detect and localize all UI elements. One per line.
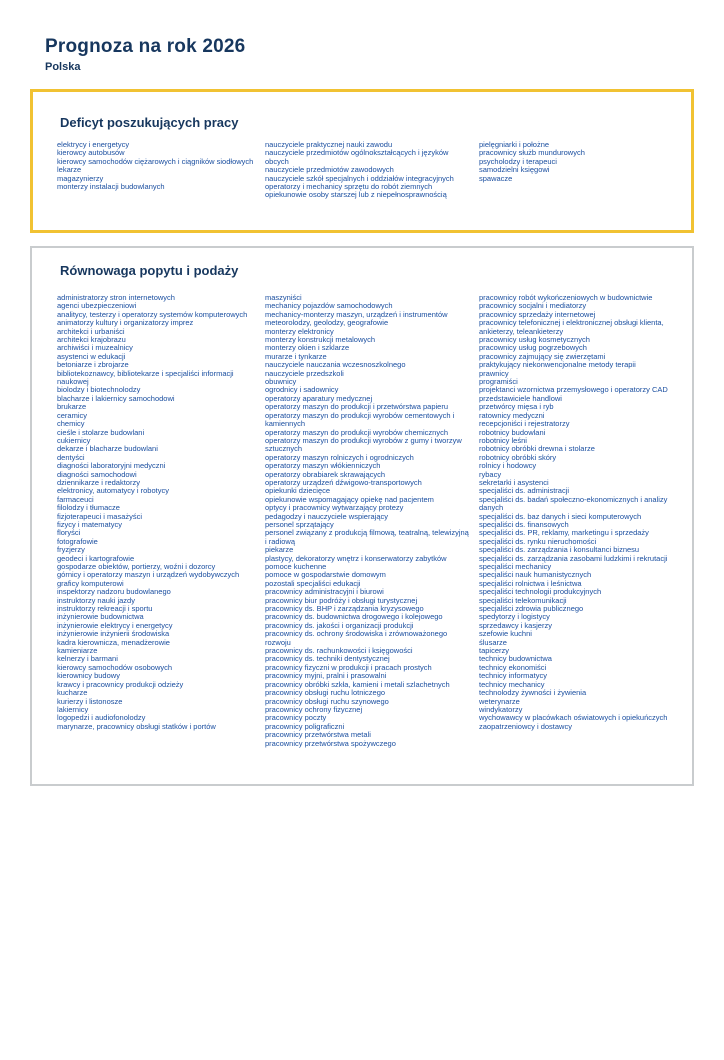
occupation-link[interactable]: pracownicy fizyczni w produkcji i pracach prostych [265,662,432,672]
occupation-link[interactable]: cukiernicy [57,435,91,445]
occupation-link[interactable]: opiekunki dziecięce [265,486,331,496]
occupation-link[interactable]: inżynierowie inżynierii środowiska [57,629,170,639]
occupation-link[interactable]: agenci ubezpieczeniowi [57,301,137,311]
occupation-link[interactable]: projektanci wzornictwa przemysłowego i operatorzy CAD [479,385,668,395]
occupation-link[interactable]: obuwnicy [265,377,297,387]
occupation-link[interactable]: pozostali specjaliści edukacji [265,578,361,588]
occupation-link[interactable]: dentyści [57,452,85,462]
occupation-link[interactable]: mechanicy pojazdów samochodowych [265,301,393,311]
occupation-link[interactable]: ceramicy [57,410,88,420]
occupation-link[interactable]: pracownicy usług pogrzebowych [479,343,587,353]
occupation-link[interactable]: gospodarze obiektów, portierzy, woźni i dozorcy [57,562,216,571]
occupation-link[interactable]: specjaliści ds. zarządzania i konsultanci biznesu [479,545,640,555]
occupation-link[interactable]: opiekunowie wspomagający opiekę nad pacjentem [265,494,434,504]
occupation-link[interactable]: specjaliści ds. administracji [479,486,570,496]
occupation-link[interactable]: pracownicy poczty [265,713,327,723]
occupation-link[interactable]: specjaliści mechanicy [479,562,552,571]
occupation-link[interactable]: biolodzy i biotechnolodzy [57,385,141,395]
occupation-link[interactable]: specjaliści rolnictwa i leśnictwa [479,578,582,588]
page-subtitle: Polska [45,61,81,73]
occupation-link[interactable]: szefowie kuchni [479,629,532,639]
occupation-link[interactable]: specjaliści zdrowia publicznego [479,604,584,614]
occupation-link[interactable]: pomoce kuchenne [265,562,327,571]
occupation-link[interactable]: pracownicy ds. techniki dentystycznej [265,654,390,664]
occupation-link[interactable]: monterzy konstrukcji metalowych [265,335,376,345]
occupation-link[interactable]: nauczyciele szkół specjalnych i oddziałów integracyjnych [265,173,454,183]
occupation-link[interactable]: operatorzy maszyn do produkcji wyrobów cementowych i kamiennych [265,410,455,429]
occupation-link[interactable]: kierownicy budowy [57,671,120,681]
occupation-link[interactable]: fizjoterapeuci i masażyści [57,511,143,521]
section-balance-title: Równowaga popytu i podaży [60,263,239,278]
deficit-columns [57,141,681,200]
occupation-link[interactable]: operatorzy aparatury medycznej [265,393,373,403]
occupation-link[interactable]: technicy ekonomiści [479,662,547,672]
occupation-link[interactable]: robotnicy budowlani [479,427,546,437]
occupation-link[interactable]: pracownicy usług kosmetycznych [479,335,590,345]
occupation-link[interactable]: windykatorzy [479,704,523,714]
occupation-link[interactable]: elektronicy, automatycy i robotycy [57,486,169,496]
occupation-link[interactable]: specjaliści ds. badań społeczno-ekonomicznych i analizy danych [479,494,668,513]
occupation-link[interactable]: specjaliści telekomunikacji [479,595,567,605]
balance-column-2 [265,294,479,748]
occupation-link[interactable]: blacharze i lakiernicy samochodowi [57,393,175,403]
occupation-link[interactable]: pracownicy zajmujący się zwierzętami [479,351,606,361]
occupation-link[interactable]: pracownicy poligraficzni [265,721,345,731]
occupation-link[interactable]: tapicerzy [479,646,510,656]
occupation-link[interactable]: opiekunowie osoby starszej lub z niepełnosprawnością [265,190,447,200]
occupation-link[interactable]: specjaliści ds. baz danych i sieci komputerowych [479,511,642,521]
occupation-link[interactable]: rybacy [479,469,502,479]
occupation-link[interactable]: lakiernicy [57,704,89,714]
occupation-link[interactable]: specjaliści nauk humanistycznych [479,570,592,580]
occupation-link[interactable]: fizycy i matematycy [57,519,123,529]
forecast-page [0,36,724,1060]
occupation-link[interactable]: recepcjoniści i rejestratorzy [479,419,570,429]
occupation-link[interactable]: architekci krajobrazu [57,335,126,345]
occupation-link[interactable]: pracownicy administracyjni i biurowi [265,587,384,597]
occupation-link[interactable]: instruktorzy nauki jazdy [57,595,135,605]
occupation-link[interactable]: pracownicy obróbki szkła, kamieni i metali szlachetnych [265,679,450,689]
occupation-link[interactable]: asystenci w edukacji [57,351,126,361]
occupation-link[interactable]: fryzjerzy [57,545,85,555]
occupation-link[interactable]: operatorzy maszyn do produkcji wyrobów z gumy i tworzyw sztucznych [265,435,462,454]
occupation-link[interactable]: kelnerzy i barmani [57,654,118,664]
occupation-link[interactable]: górnicy i operatorzy maszyn i urządzeń wydobywczych [57,570,240,580]
occupation-link[interactable]: meteorolodzy, geolodzy, geografowie [265,318,389,328]
occupation-link[interactable]: specjaliści ds. finansowych [479,519,569,529]
occupation-link[interactable]: pracownicy telefonicznej i elektronicznej obsługi klienta, ankieterzy, teleankieterzy [479,318,664,336]
occupation-link[interactable]: ratownicy medyczni [479,410,545,420]
occupation-link[interactable]: pielęgniarki i położne [479,140,550,149]
occupation-link[interactable]: nauczyciele przedszkoli [265,368,344,378]
occupation-link[interactable]: logopedzi i audiofonolodzy [57,713,146,723]
occupation-link[interactable]: geodeci i kartografowie [57,553,135,563]
occupation-link[interactable]: samodzielni księgowi [479,165,550,175]
occupation-link[interactable]: kierowcy autobusów [57,148,125,158]
page-title: Prognoza na rok 2026 [45,36,246,57]
occupation-link[interactable]: operatorzy maszyn do produkcji wyrobów chemicznych [265,427,448,437]
occupation-link[interactable]: robotnicy obróbki skóry [479,452,557,462]
section-deficit-title: Deficyt poszukujących pracy [60,115,239,130]
occupation-link[interactable]: sekretarki i asystenci [479,477,549,487]
occupation-link[interactable]: ślusarze [479,637,507,647]
occupation-link[interactable]: ogrodnicy i sadownicy [265,385,339,395]
occupation-link[interactable]: monterzy instalacji budowlanych [57,182,165,192]
occupation-link[interactable]: specjaliści ds. rynku nieruchomości [479,536,597,546]
occupation-link[interactable]: operatorzy urządzeń dźwigowo-transportowych [265,477,422,487]
occupation-link[interactable]: spawacze [479,173,513,183]
occupation-link[interactable]: nauczyciele przedmiotów ogólnokształcących i języków obcych [265,148,449,166]
occupation-link[interactable]: lekarze [57,165,82,175]
occupation-link[interactable]: operatorzy maszyn rolniczych i ogrodniczych [265,452,414,462]
occupation-link[interactable]: nauczyciele praktycznej nauki zawodu [265,140,393,149]
occupation-link[interactable]: pracownicy obsługi ruchu lotniczego [265,688,386,698]
occupation-link[interactable]: cieśle i stolarze budowlani [57,427,145,437]
occupation-link[interactable]: monterzy elektronicy [265,326,334,336]
occupation-link[interactable]: operatorzy i mechanicy sprzętu do robót ziemnych [265,182,433,192]
occupation-link[interactable]: farmaceuci [57,494,94,504]
occupation-link[interactable]: technolodzy żywności i żywienia [479,688,587,698]
balance-column-1 [57,294,265,748]
occupation-link[interactable]: mechanicy-monterzy maszyn, urządzeń i instrumentów [265,309,448,319]
occupation-link[interactable]: murarze i tynkarze [265,351,327,361]
occupation-link[interactable]: wychowawcy w placówkach oświatowych i opiekuńczych [479,713,668,723]
occupation-link[interactable]: programiści [479,377,518,387]
occupation-link[interactable]: administratorzy stron internetowych [57,293,175,302]
occupation-link[interactable]: technicy informatycy [479,671,547,681]
occupation-link[interactable]: technicy budownictwa [479,654,552,664]
balance-columns [57,294,682,748]
occupation-link[interactable]: pracownicy socjalni i mediatorzy [479,301,587,311]
occupation-link[interactable]: dekarze i blacharze budowlani [57,444,158,454]
occupation-link[interactable]: rolnicy i hodowcy [479,461,537,471]
section-balance [30,246,694,786]
occupation-link[interactable]: chemicy [57,419,85,429]
occupation-link[interactable]: przetwórcy mięsa i ryb [479,402,554,412]
occupation-link[interactable]: operatorzy maszyn do produkcji i przetwórstwa papieru [265,402,448,412]
occupation-link[interactable]: kamieniarze [57,646,98,656]
occupation-link[interactable]: pracownicy ds. budownictwa drogowego i kolejowego [265,612,443,622]
occupation-link[interactable]: prawnicy [479,368,509,378]
deficit-column-1 [57,141,265,200]
balance-column-3 [479,294,682,748]
occupation-link[interactable]: psycholodzy i terapeuci [479,156,557,166]
occupation-link[interactable]: operatorzy maszyn włókienniczych [265,461,381,471]
occupation-link[interactable]: maszyniści [265,293,302,302]
occupation-link[interactable]: pracownicy przetwórstwa spożywczego [265,738,396,748]
occupation-link[interactable]: dziennikarze i redaktorzy [57,477,140,487]
occupation-link[interactable]: betoniarze i zbrojarze [57,360,129,370]
occupation-link[interactable]: optycy i pracownicy wytwarzający protezy [265,503,404,513]
occupation-link[interactable]: architekci i urbaniści [57,326,125,336]
occupation-link[interactable]: fotografowie [57,536,98,546]
occupation-link[interactable]: plastycy, dekoratorzy wnętrz i konserwatorzy zabytków [265,553,447,563]
deficit-column-2 [265,141,479,200]
occupation-link[interactable]: specjaliści ds. PR, reklamy, marketingu i sprzedaży [479,528,649,538]
occupation-link[interactable]: archiwiści i muzealnicy [57,343,133,353]
occupation-link[interactable]: pomoce w gospodarstwie domowym [265,570,386,580]
occupation-link[interactable]: weterynarze [479,696,520,706]
occupation-link[interactable]: personel związany z produkcją filmową, teatralną, telewizyjną i radiową [265,528,469,546]
occupation-link[interactable]: pracownicy ochrony fizycznej [265,704,363,714]
occupation-link[interactable]: instruktorzy rekreacji i sportu [57,604,153,614]
occupation-link[interactable]: personel sprzątający [265,519,334,529]
occupation-link[interactable]: monterzy okien i szklarze [265,343,350,353]
occupation-link[interactable]: pracownicy robót wykończeniowych w budownictwie [479,293,653,302]
occupation-link[interactable]: magazynierzy [57,173,104,183]
occupation-link[interactable]: robotnicy leśni [479,435,527,445]
occupation-link[interactable]: pracownicy biur podróży i obsługi turystycznej [265,595,418,605]
occupation-link[interactable]: animatorzy kultury i organizatorzy imprez [57,318,194,328]
occupation-link[interactable]: kucharze [57,688,88,698]
occupation-link[interactable]: pracownicy przetwórstwa metali [265,730,371,740]
occupation-link[interactable]: floryści [57,528,81,538]
occupation-link[interactable]: operatorzy obrabiarek skrawających [265,469,386,479]
section-deficit [30,89,694,233]
occupation-link[interactable]: brukarze [57,402,87,412]
occupation-link[interactable]: analitycy, testerzy i operatorzy systemów komputerowych [57,309,248,319]
occupation-link[interactable]: pracownicy ds. ochrony środowiska i zrównoważonego rozwoju [265,629,448,647]
occupation-link[interactable]: nauczyciele nauczania wczesnoszkolnego [265,360,406,370]
occupation-link[interactable]: pracownicy ds. rachunkowości i księgowości [265,646,413,656]
occupation-link[interactable]: pracownicy sprzedaży internetowej [479,309,596,319]
occupation-link[interactable]: robotnicy obróbki drewna i stolarze [479,444,595,454]
occupation-link[interactable]: piekarze [265,545,294,555]
deficit-column-3 [479,141,681,200]
occupation-link[interactable]: pedagodzy i nauczyciele wspierający [265,511,388,521]
occupation-link[interactable]: zaopatrzeniowcy i dostawcy [479,721,572,731]
occupation-link[interactable]: marynarze, pracownicy obsługi statków i portów [57,721,216,731]
occupation-link[interactable]: specjaliści technologii produkcyjnych [479,587,602,597]
occupation-link[interactable]: krawcy i pracownicy produkcji odzieży [57,679,184,689]
occupation-link[interactable]: praktykujący niekonwencjonalne metody terapii [479,360,636,370]
occupation-link[interactable]: nauczyciele przedmiotów zawodowych [265,165,394,175]
occupation-link[interactable]: pracownicy ds. BHP i zarządzania kryzysowego [265,604,424,614]
occupation-link[interactable]: sprzedawcy i kasjerzy [479,620,552,630]
occupation-link[interactable]: filolodzy i tłumacze [57,503,120,513]
occupation-link[interactable]: graficy komputerowi [57,578,124,588]
occupation-link[interactable]: technicy mechanicy [479,679,545,689]
occupation-link[interactable]: pracownicy obsługi ruchu szynowego [265,696,389,706]
occupation-link[interactable]: diagności laboratoryjni medyczni [57,461,166,471]
occupation-link[interactable]: kierowcy samochodów ciężarowych i ciągników siodłowych [57,156,254,166]
occupation-link[interactable]: pracownicy ds. jakości i organizacji produkcji [265,620,414,630]
occupation-link[interactable]: elektrycy i energetycy [57,140,130,149]
occupation-link[interactable]: pracownicy służb mundurowych [479,148,585,158]
occupation-link[interactable]: kierowcy samochodów osobowych [57,662,173,672]
occupation-link[interactable]: bibliotekoznawcy, bibliotekarze i specjaliści informacji naukowej [57,368,234,387]
occupation-link[interactable]: diagności samochodowi [57,469,137,479]
occupation-link[interactable]: kadra kierownicza, menadżerowie [57,637,170,647]
occupation-link[interactable]: pracownicy myjni, pralni i prasowalni [265,671,387,681]
occupation-link[interactable]: specjaliści ds. zarządzania zasobami ludzkimi i rekrutacji [479,553,668,563]
occupation-link[interactable]: inspektorzy nadzoru budowlanego [57,587,171,597]
occupation-link[interactable]: inżynierowie budownictwa [57,612,144,622]
occupation-link[interactable]: spedytorzy i logistycy [479,612,550,622]
occupation-link[interactable]: inżynierowie elektrycy i energetycy [57,620,173,630]
occupation-link[interactable]: kurierzy i listonosze [57,696,123,706]
occupation-link[interactable]: przedstawiciele handlowi [479,393,562,403]
